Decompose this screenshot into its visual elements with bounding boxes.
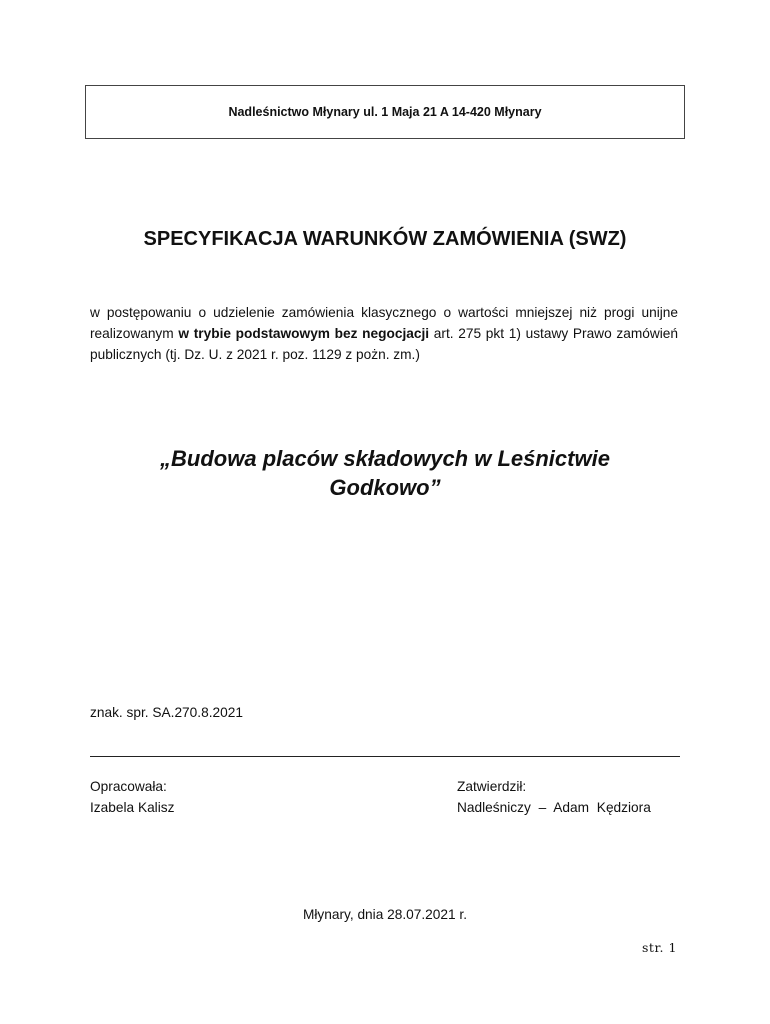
page-number: str. 1 — [642, 940, 677, 955]
place-and-date: Młynary, dnia 28.07.2021 r. — [302, 907, 468, 922]
approved-by-block — [457, 776, 651, 818]
document-title: SPECYFIKACJA WARUNKÓW ZAMÓWIENIA (SWZ) — [143, 228, 627, 250]
intro-text-bold: w trybie podstawowym bez negocjacji — [178, 326, 430, 341]
prepared-by-name: Izabela Kalisz — [90, 800, 175, 815]
case-reference: znak. spr. SA.270.8.2021 — [90, 705, 243, 720]
separator-line — [90, 756, 680, 757]
project-title-line-2: Godkowo” — [329, 475, 441, 500]
header-address-box — [85, 85, 685, 139]
prepared-by-block — [90, 776, 174, 818]
approved-by-label: Zatwierdził: — [457, 779, 527, 794]
header-address: Nadleśnictwo Młynary ul. 1 Maja 21 A 14-420 Młynary — [228, 105, 542, 119]
intro-paragraph — [90, 302, 678, 365]
intro-text-end: art. 275 pkt 1) ustawy Prawo zamówień publicznych (tj. Dz. U. z 2021 r. poz. 1129 z pożn. zm.) — [90, 326, 678, 362]
approved-by-name: Nadleśniczy – Adam Kędziora — [457, 800, 651, 815]
project-title-line-1: „Budowa placów składowych w Leśnictwie — [160, 446, 610, 471]
prepared-by-label: Opracowała: — [90, 779, 167, 794]
intro-text-start: w postępowaniu o udzielenie zamówienia klasycznego o wartości mniejszej niż progi unijne realizowanym — [90, 305, 678, 341]
project-title — [85, 444, 685, 502]
